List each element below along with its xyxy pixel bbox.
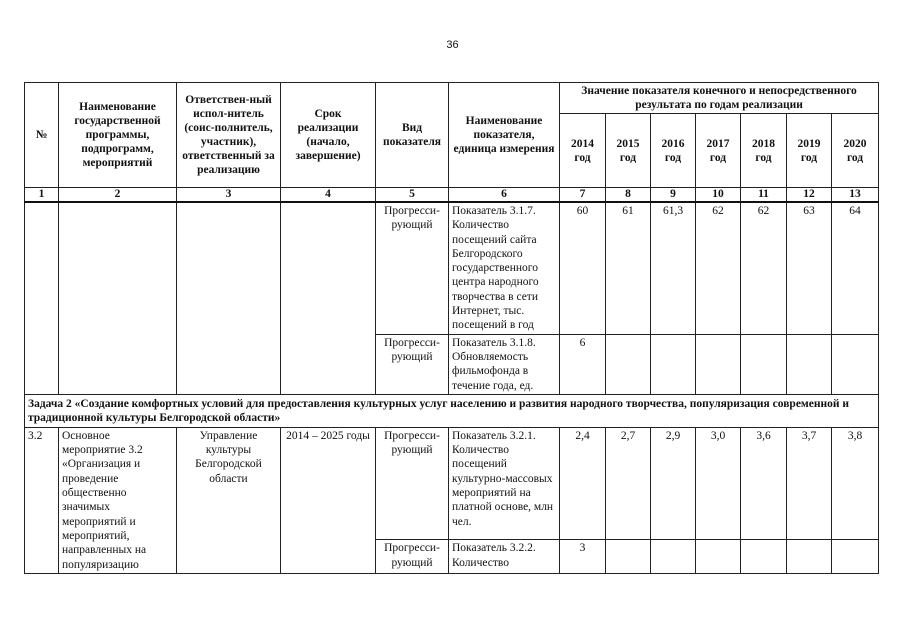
value-cell: 3,7 <box>787 427 832 540</box>
header-col-name: Наименование государственной программы, подпрограмм, мероприятий <box>59 83 177 188</box>
row-name-cell <box>59 202 177 394</box>
value-cell <box>606 334 651 394</box>
header-row-1 <box>25 83 879 114</box>
value-cell: 3,0 <box>696 427 741 540</box>
header-year: 2017 год <box>696 114 741 188</box>
table-row <box>25 427 879 540</box>
column-number: 9 <box>651 188 696 203</box>
indicators-table <box>24 82 879 574</box>
value-cell: 61 <box>606 202 651 334</box>
column-number: 5 <box>376 188 449 203</box>
indicator-name: Показатель 3.2.2. Количество <box>449 540 560 573</box>
indicator-type: Прогресси-рующий <box>376 334 449 394</box>
value-cell: 3,6 <box>741 427 787 540</box>
value-cell: 3 <box>560 540 606 573</box>
header-col-indicator: Наименование показателя, единица измерения <box>449 83 560 188</box>
value-cell: 64 <box>832 202 879 334</box>
header-col-term: Срок реализации (начало, завершение) <box>281 83 376 188</box>
value-cell <box>651 334 696 394</box>
page-number: 36 <box>446 39 459 51</box>
header-year: 2016 год <box>651 114 696 188</box>
value-cell <box>696 334 741 394</box>
header-col-responsible: Ответствен-ный испол-нитель (соис-полнитель, участник), ответственный за реализацию <box>177 83 281 188</box>
table-row <box>25 202 879 334</box>
value-cell <box>832 540 879 573</box>
value-cell: 60 <box>560 202 606 334</box>
header-year: 2015 год <box>606 114 651 188</box>
header-col-num: № <box>25 83 59 188</box>
column-numbers-row <box>25 188 879 203</box>
row-num-cell <box>25 202 59 394</box>
value-cell: 2,4 <box>560 427 606 540</box>
header-year: 2018 год <box>741 114 787 188</box>
header-year: 2019 год <box>787 114 832 188</box>
task-row <box>25 394 879 427</box>
row-responsible-cell <box>177 202 281 394</box>
indicator-type: Прогресси-рующий <box>376 202 449 334</box>
value-cell <box>651 540 696 573</box>
column-number: 13 <box>832 188 879 203</box>
column-number: 6 <box>449 188 560 203</box>
indicator-type: Прогресси-рующий <box>376 427 449 540</box>
column-number: 11 <box>741 188 787 203</box>
value-cell <box>787 334 832 394</box>
column-number: 10 <box>696 188 741 203</box>
row-responsible-cell: Управление культуры Белгородской области <box>177 427 281 573</box>
row-name-cell: Основное мероприятие 3.2 «Организация и проведение общественно значимых мероприятий и мероприятий, направленных на популяризацию <box>59 427 177 573</box>
column-number: 4 <box>281 188 376 203</box>
value-cell: 61,3 <box>651 202 696 334</box>
value-cell: 62 <box>741 202 787 334</box>
indicator-name: Показатель 3.2.1. Количество посещений культурно-массовых мероприятий на платной основе, млн чел. <box>449 427 560 540</box>
header-year: 2014 год <box>560 114 606 188</box>
indicator-name: Показатель 3.1.7. Количество посещений сайта Белгородского государственного центра народного творчества в сети Интернет, тыс. посещений в год <box>449 202 560 334</box>
value-cell: 63 <box>787 202 832 334</box>
indicator-type: Прогресси-рующий <box>376 540 449 573</box>
value-cell: 2,9 <box>651 427 696 540</box>
row-term-cell: 2014 – 2025 годы <box>281 427 376 573</box>
value-cell <box>696 540 741 573</box>
column-number: 7 <box>560 188 606 203</box>
value-cell <box>606 540 651 573</box>
header-year: 2020 год <box>832 114 879 188</box>
row-num-cell: 3.2 <box>25 427 59 573</box>
header-values-group: Значение показателя конечного и непосредственного результата по годам реализации <box>560 83 879 114</box>
column-number: 1 <box>25 188 59 203</box>
value-cell: 3,8 <box>832 427 879 540</box>
row-term-cell <box>281 202 376 394</box>
value-cell <box>832 334 879 394</box>
task-title: Задача 2 «Создание комфортных условий для предоставления культурных услуг населению и развития народного творчества, популяризация современной и традиционной культуры Белгородской области» <box>25 394 879 427</box>
column-number: 3 <box>177 188 281 203</box>
column-number: 12 <box>787 188 832 203</box>
value-cell: 6 <box>560 334 606 394</box>
value-cell <box>787 540 832 573</box>
indicator-name: Показатель 3.1.8. Обновляемость фильмофонда в течение года, ед. <box>449 334 560 394</box>
value-cell <box>741 540 787 573</box>
column-number: 8 <box>606 188 651 203</box>
value-cell <box>741 334 787 394</box>
column-number: 2 <box>59 188 177 203</box>
value-cell: 62 <box>696 202 741 334</box>
value-cell: 2,7 <box>606 427 651 540</box>
header-col-type: Вид показателя <box>376 83 449 188</box>
